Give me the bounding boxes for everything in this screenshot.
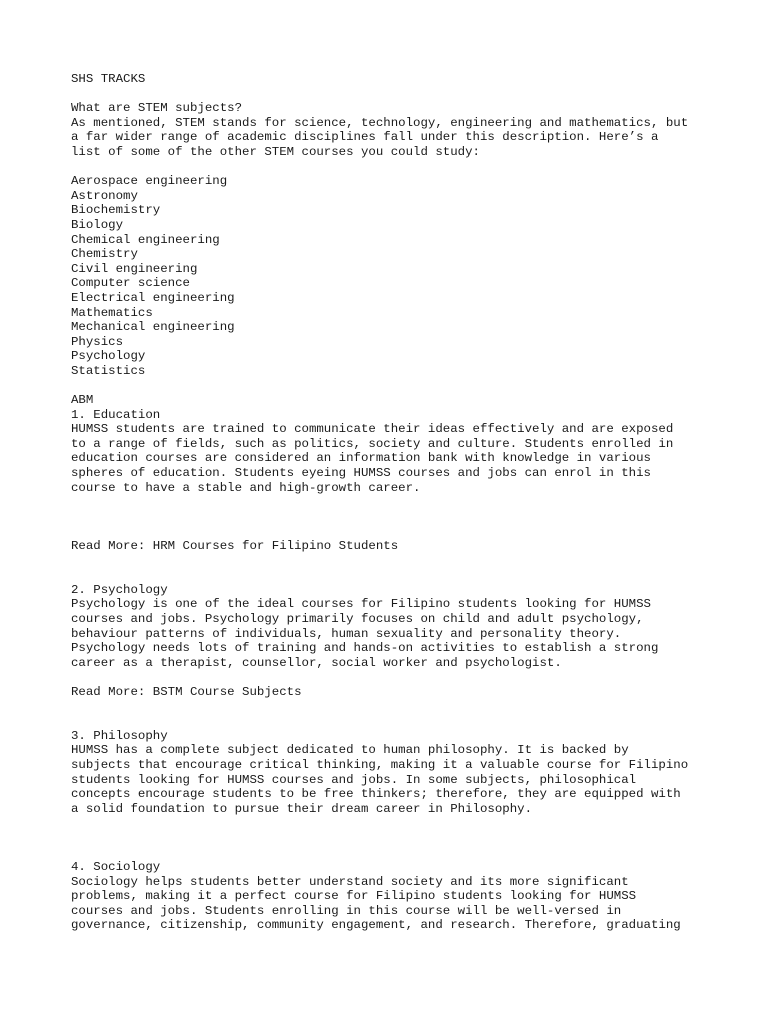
stem-heading: What are STEM subjects? — [71, 101, 243, 116]
paragraph-line: Psychology needs lots of training and hands-on activities to establish a strong — [71, 641, 659, 656]
paragraph-line: HUMSS students are trained to communicate their ideas effectively and are exposed — [71, 422, 674, 437]
paragraph-line: concepts encourage students to be free thinkers; therefore, they are equipped with — [71, 787, 681, 802]
paragraph-line: behaviour patterns of individuals, human sexuality and personality theory. — [71, 626, 622, 641]
paragraph-line: course to have a stable and high-growth career. — [71, 480, 421, 495]
stem-course-list — [71, 174, 711, 378]
list-item: Psychology — [71, 349, 146, 364]
list-item: Statistics — [71, 363, 146, 378]
paragraph-line: students looking for HUMSS courses and jobs. In some subjects, philosophical — [71, 772, 637, 787]
paragraph-line: HUMSS has a complete subject dedicated to human philosophy. It is backed by — [71, 743, 629, 758]
paragraph-line: governance, citizenship, community engagement, and research. Therefore, graduating — [71, 918, 681, 933]
section-heading: 2. Psychology — [71, 582, 168, 597]
stem-intro-line: a far wider range of academic disciplines fall under this description. Here’s a — [71, 130, 659, 145]
section-heading: 4. Sociology — [71, 860, 161, 875]
list-item: Civil engineering — [71, 261, 198, 276]
list-item: Aerospace engineering — [71, 174, 228, 189]
list-item: Mathematics — [71, 305, 153, 320]
list-item: Biochemistry — [71, 203, 161, 218]
list-item: Biology — [71, 217, 124, 232]
paragraph-line: to a range of fields, such as politics, society and culture. Students enrolled in — [71, 436, 674, 451]
list-item: Computer science — [71, 276, 190, 291]
section-philosophy — [71, 729, 711, 817]
document-title: SHS TRACKS — [71, 72, 146, 86]
stem-section — [71, 101, 711, 378]
stem-intro-line: As mentioned, STEM stands for science, technology, engineering and mathematics, but — [71, 115, 689, 130]
list-item: Electrical engineering — [71, 290, 235, 305]
spacer — [71, 670, 711, 685]
spacer — [71, 554, 711, 583]
spacer — [71, 160, 711, 175]
stem-intro-line: list of some of the other STEM courses you could study: — [71, 144, 480, 159]
paragraph-line: spheres of education. Students eyeing HUMSS courses and jobs can enrol in this — [71, 466, 651, 481]
paragraph-line: career as a therapist, counsellor, social worker and psychologist. — [71, 655, 562, 670]
spacer — [71, 700, 711, 729]
paragraph-line: courses and jobs. Psychology primarily focuses on child and adult psychology, — [71, 611, 644, 626]
spacer — [71, 816, 711, 860]
list-item: Physics — [71, 334, 124, 349]
read-more-text: Read More: BSTM Course Subjects — [71, 684, 302, 699]
abm-heading: ABM — [71, 393, 94, 408]
paragraph-line: courses and jobs. Students enrolling in this course will be well-versed in — [71, 903, 622, 918]
spacer — [71, 87, 711, 102]
read-more-text: Read More: HRM Courses for Filipino Students — [71, 539, 399, 554]
paragraph-line: Sociology helps students better understand society and its more significant — [71, 874, 629, 889]
spacer — [71, 378, 711, 393]
section-education — [71, 408, 711, 554]
section-sociology — [71, 860, 711, 933]
section-heading: 1. Education — [71, 407, 161, 422]
list-item: Astronomy — [71, 188, 138, 203]
paragraph-line: a solid foundation to pursue their dream career in Philosophy. — [71, 801, 533, 816]
paragraph-line: problems, making it a perfect course for Filipino students looking for HUMSS — [71, 889, 637, 904]
list-item: Chemistry — [71, 247, 138, 262]
section-psychology — [71, 583, 711, 700]
document-page — [71, 72, 711, 933]
list-item: Chemical engineering — [71, 232, 220, 247]
paragraph-line: education courses are considered an information bank with knowledge in various — [71, 451, 651, 466]
paragraph-line: Psychology is one of the ideal courses for Filipino students looking for HUMSS — [71, 597, 651, 612]
spacer — [71, 495, 711, 539]
paragraph-line: subjects that encourage critical thinking, making it a valuable course for Filipino — [71, 757, 689, 772]
section-heading: 3. Philosophy — [71, 728, 168, 743]
list-item: Mechanical engineering — [71, 320, 235, 335]
